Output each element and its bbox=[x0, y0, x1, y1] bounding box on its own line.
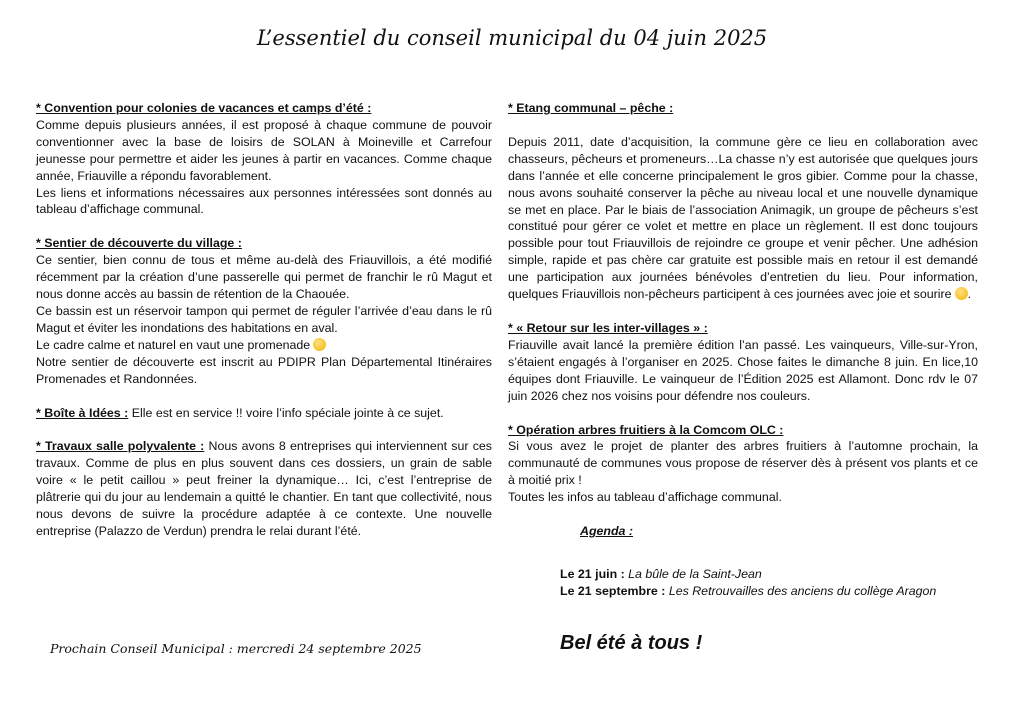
section-sentier bbox=[36, 235, 492, 387]
sentier-promenade-text: Le cadre calme et naturel en vaut une promenade bbox=[36, 337, 311, 352]
heading-inter-villages: * « Retour sur les inter-villages » : bbox=[508, 320, 708, 335]
heading-etang: * Etang communal – pêche : bbox=[508, 101, 674, 115]
left-column bbox=[36, 100, 492, 557]
winking-face-icon bbox=[313, 338, 326, 351]
arbres-paragraph-1: Si vous avez le projet de planter des arbres fruitiers à l’automne prochain, la communauté de communes vous propose de réserver dès à présent vos plants et ce à moitié prix ! bbox=[508, 439, 978, 488]
sentier-paragraph-2: Ce bassin est un réservoir tampon qui permet de réguler l’arrivée d’eau dans le rû Magut et éviter les inondations des habitations en aval. bbox=[36, 303, 492, 335]
section-arbres-fruitiers bbox=[508, 422, 978, 507]
etang-text: Depuis 2011, date d’acquisition, la commune gère ce lieu en collaboration avec chasseurs, pêcheurs et promeneurs…La chasse n’y est autorisée que quelques jours dans l’année et elle concerne principalement le gros gibier. Comme pour la chasse, nous avons souhaité conserver la pêche au niveau local et une nouvelle dynamique se met en place. Par le biais de l’association Animagik, un groupe de pêcheurs s’est constitué pour gérer ce volet et mettre en place un règlement. Il est donc toujours possible pour tout Friauvillois de rejoindre ce groupe et venir pêcher. Une adhésion simple, rapide et pas chère car gratuite est possible mais en retour il est demandé une participation aux journées bénévoles d’entretien du lieu. Pour information, quelques Friauvillois non-pêcheurs participent à ces journées avec joie et sourire bbox=[508, 134, 978, 302]
travaux-paragraph bbox=[36, 438, 492, 539]
arbres-paragraph-2: Toutes les infos au tableau d’affichage communal. bbox=[508, 490, 782, 505]
closing-message: Bel été à tous ! bbox=[560, 632, 703, 654]
section-etang bbox=[508, 100, 978, 303]
heading-travaux: * Travaux salle polyvalente : bbox=[36, 439, 205, 454]
agenda-title: Agenda : bbox=[580, 524, 634, 539]
agenda-item bbox=[560, 566, 978, 583]
section-colonies bbox=[36, 100, 492, 218]
agenda-date: Le 21 juin : bbox=[560, 566, 625, 581]
sentier-paragraph-4: Notre sentier de découverte est inscrit au PDIPR Plan Départemental Itinéraires Promenades et Randonnées. bbox=[36, 354, 492, 386]
right-column bbox=[508, 100, 978, 600]
section-travaux bbox=[36, 438, 492, 539]
agenda bbox=[508, 523, 978, 600]
etang-text-end: . bbox=[967, 287, 972, 302]
winking-face-icon bbox=[955, 287, 968, 300]
agenda-event: La bûle de la Saint-Jean bbox=[624, 566, 762, 581]
agenda-item bbox=[560, 583, 978, 600]
travaux-text: Nous avons 8 entreprises qui interviennent sur ces travaux. Comme de plus en plus souvent dans ces dossiers, un grain de sable voire « le petit caillou » peut freiner la dynamique… Ici, c’est l’entreprise de plâtrerie qui du jour au lendemain a quitté le chantier. En tant que collectivité, nous nous devons de suivre la procédure adaptée à ce contexte. Une nouvelle entreprise (Palazzo de Verdun) prendra le relai durant l’été. bbox=[36, 439, 492, 538]
inter-villages-paragraph: Friauville avait lancé la première édition l’an passé. Les vainqueurs, Ville-sur-Yron, s’étaient engagés à l’organiser en 2025. Chose faites le dimanche 8 juin. En lice,10 équipes dont Friauville. Le vainqueur de l’Édition 2025 est Allamont. Donc rdv le 07 juin 2026 chez nos voisins pour défendre nos couleurs. bbox=[508, 337, 978, 403]
section-inter-villages bbox=[508, 320, 978, 405]
etang-paragraph bbox=[508, 134, 978, 303]
boite-paragraph bbox=[36, 405, 492, 422]
document-title: L’essentiel du conseil municipal du 04 juin 2025 bbox=[256, 26, 768, 50]
heading-arbres-fruitiers: * Opération arbres fruitiers à la Comcom OLC : bbox=[508, 422, 784, 437]
agenda-event: Les Retrouvailles des anciens du collège Aragon bbox=[665, 583, 937, 598]
section-boite-idees bbox=[36, 405, 492, 422]
boite-text: Elle est en service !! voire l’info spéciale jointe à ce sujet. bbox=[128, 405, 444, 420]
sentier-paragraph-3 bbox=[36, 337, 492, 354]
heading-colonies: * Convention pour colonies de vacances et camps d’été : bbox=[36, 101, 372, 115]
colonies-paragraph-1: Comme depuis plusieurs années, il est proposé à chaque commune de pouvoir conventionner avec la base de loisirs de SOLAN à Moineville et Carrefour jeunesse pour permettre et aider les jeunes à partir en vacances. Comme chaque année, Friauville a répondu favorablement. bbox=[36, 117, 492, 183]
next-council-date: Prochain Conseil Municipal : mercredi 24 septembre 2025 bbox=[50, 641, 422, 656]
heading-sentier: * Sentier de découverte du village : bbox=[36, 236, 242, 251]
heading-boite-idees: * Boîte à Idées : bbox=[36, 405, 129, 420]
colonies-paragraph-2: Les liens et informations nécessaires aux personnes intéressées sont donnés au tableau d’affichage communal. bbox=[36, 185, 492, 217]
agenda-date: Le 21 septembre : bbox=[560, 583, 666, 598]
sentier-paragraph-1: Ce sentier, bien connu de tous et même au-delà des Friauvillois, a été modifié récemment par la création d’une passerelle qui permet de franchir le rû Magut et nous donne accès au bassin de rétention de la Chaouée. bbox=[36, 253, 492, 302]
